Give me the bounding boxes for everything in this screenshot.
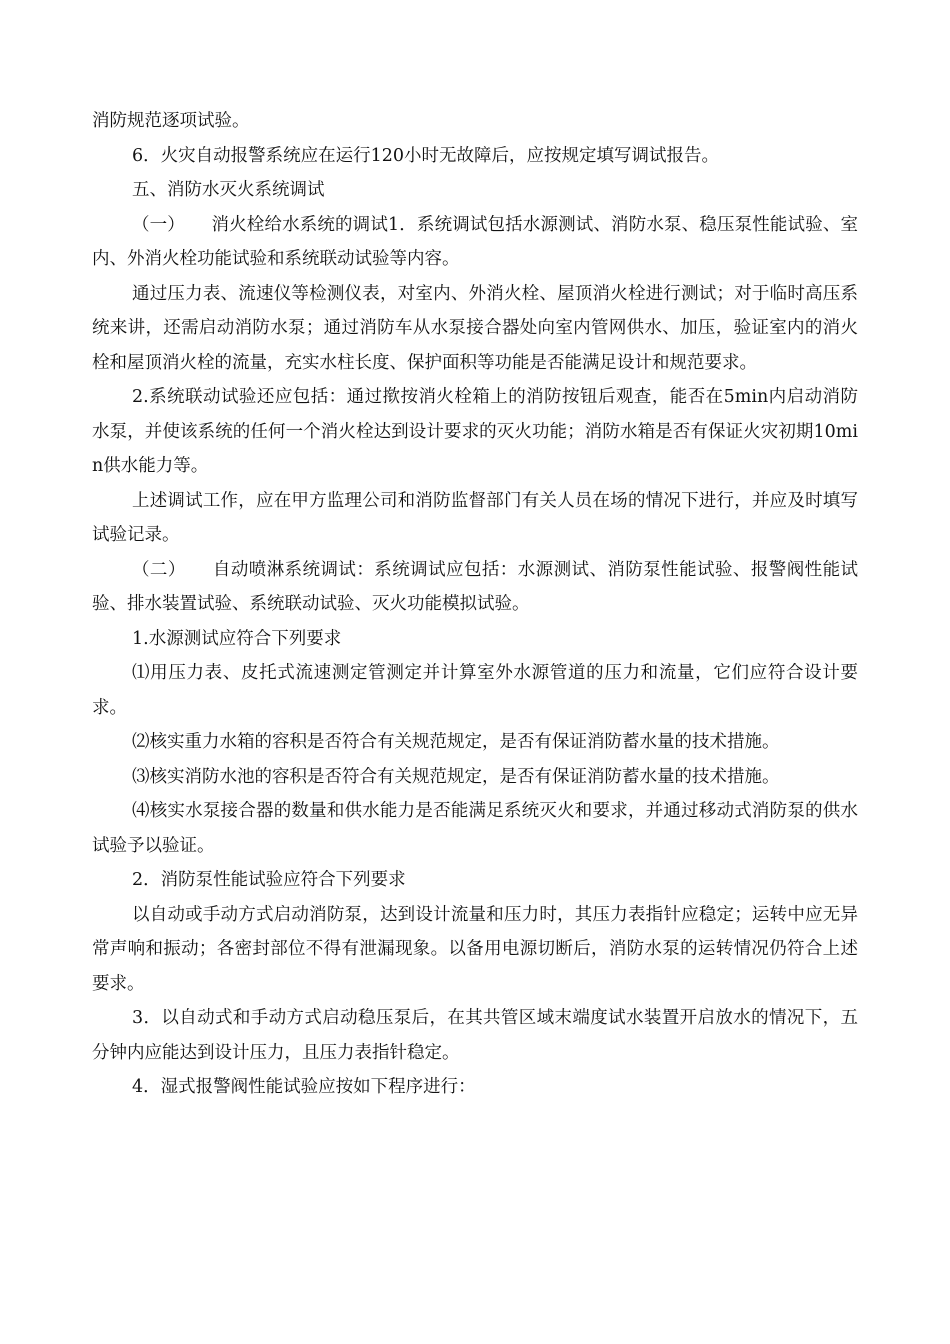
paragraph-9: 1.水源测试应符合下列要求 (132, 628, 342, 649)
paragraph-14: 2．消防泵性能试验应符合下列要求 (132, 870, 406, 890)
paragraph-2: 6．火灾自动报警系统应在运行120小时无故障后，应按规定填写调试报告。 (132, 145, 720, 166)
section-heading-5: 五、消防水灭火系统调试 (132, 180, 325, 200)
paragraph-10: ⑴用压力表、皮托式流速测定管测定并计算室外水源管道的压力和流量，它们应符合设计要求。 (92, 663, 858, 718)
paragraph-7: 上述调试工作，应在甲方监理公司和消防监督部门有关人员在场的情况下进行，并应及时填写试验记录。 (92, 490, 858, 545)
paragraph-13: ⑷核实水泵接合器的数量和供水能力是否能满足系统灭火和要求，并通过移动式消防泵的供水试验予以验证。 (92, 801, 858, 856)
paragraph-15: 以自动或手动方式启动消防泵，达到设计流量和压力时，其压力表指针应稳定；运转中应无异常声响和振动；各密封部位不得有泄漏现象。以备用电源切断后，消防水泵的运转情况仍符合上述要求。 (92, 904, 858, 994)
paragraph-16: 3．以自动式和手动方式启动稳压泵后，在其共管区域末端度试水装置开启放水的情况下，五分钟内应能达到设计压力，且压力表指针稳定。 (92, 1008, 858, 1063)
paragraph-4: （一） 消火栓给水系统的调试1．系统调试包括水源测试、消防水泵、稳压泵性能试验、室内、外消火栓功能试验和系统联动试验等内容。 (92, 214, 858, 269)
paragraph-17: 4．湿式报警阀性能试验应按如下程序进行： (132, 1077, 476, 1097)
paragraph-11: ⑵核实重力水箱的容积是否符合有关规范规定，是否有保证消防蓄水量的技术措施。 (132, 732, 780, 752)
paragraph-1: 消防规范逐项试验。 (92, 111, 250, 131)
paragraph-12: ⑶核实消防水池的容积是否符合有关规范规定，是否有保证消防蓄水量的技术措施。 (132, 766, 780, 787)
paragraph-8: （二） 自动喷淋系统调试：系统调试应包括：水源测试、消防泵性能试验、报警阀性能试验、排水装置试验、系统联动试验、灭火功能模拟试验。 (92, 559, 858, 614)
paragraph-5: 通过压力表、流速仪等检测仪表，对室内、外消火栓、屋顶消火栓进行测试；对于临时高压系统来讲，还需启动消防水泵；通过消防车从水泵接合器处向室内管网供水、加压，验证室内的消火栓和屋顶消火栓的流量，充实水柱长度、保护面积等功能是否能满足设计和规范要求。 (92, 283, 858, 373)
paragraph-6: 2.系统联动试验还应包括：通过揿按消火栓箱上的消防按钮后观查，能否在5min内启动消防水泵，并使该系统的任何一个消火栓达到设计要求的灭火功能；消防水箱是否有保证火灾初期10min供水能力等。 (92, 387, 858, 476)
